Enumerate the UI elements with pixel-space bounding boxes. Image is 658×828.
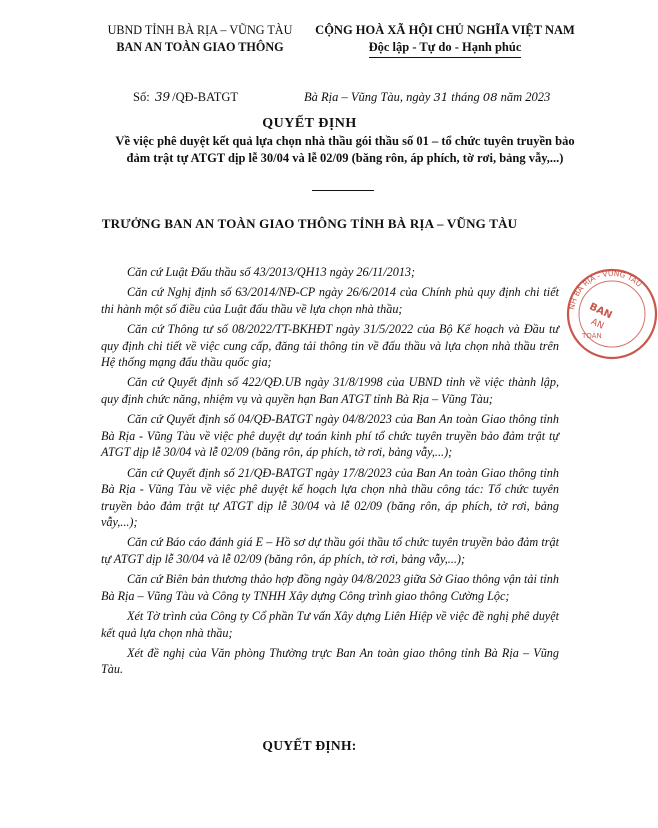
decision-heading: QUYẾT ĐỊNH:: [262, 738, 357, 753]
country-name: CỘNG HOÀ XÃ HỘI CHỦ NGHĨA VIỆT NAM: [315, 23, 575, 37]
document-number: [133, 90, 238, 105]
basis-paragraph: Căn cứ Quyết định số 21/QĐ-BATGT ngày 17/8/2023 của Ban An toàn Giao thông tỉnh Bà Rịa - Vũng Tàu về việc phê duyệt kế hoạch lựa chọn nhà thầu công tác: Tổ chức tuyên truyền bảo đảm trật tự ATGT dịp lễ 30/04 và lễ 02/09 (băng rôn, áp phích, tờ rơi, bảng vẫy,...);: [101, 465, 559, 530]
doc-number-value: 39: [154, 90, 171, 104]
basis-paragraph: Căn cứ Quyết định số 422/QĐ.UB ngày 31/8/1998 của UBND tỉnh về việc thành lập, quy định chức năng, nhiệm vụ và quyền hạn Ban ATGT tỉnh Bà Rịa – Vũng Tàu;: [101, 375, 559, 406]
department-name: BAN AN TOÀN GIAO THÔNG: [116, 40, 284, 54]
basis-paragraph: Xét Tờ trình của Công ty Cổ phần Tư vấn Xây dựng Liên Hiệp về việc đề nghị phê duyệt kết quả lựa chọn nhà thầu;: [101, 609, 559, 640]
basis-paragraph: Căn cứ Biên bản thương thảo hợp đồng ngày 04/8/2023 giữa Sở Giao thông vận tải tỉnh Bà Rịa – Vũng Tàu và Công ty TNHH Xây dựng Công trình giao thông Cường Lộc;: [101, 572, 559, 603]
date-month: 08: [482, 90, 498, 104]
doc-number-suffix: /QĐ-BATGT: [172, 90, 239, 104]
issuing-agency-header: [100, 22, 300, 56]
svg-text:BAN: BAN: [587, 301, 614, 322]
date-day: 31: [433, 90, 449, 104]
svg-text:AN: AN: [589, 317, 606, 332]
issuing-authority: TRƯỞNG BAN AN TOÀN GIAO THÔNG TỈNH BÀ RỊA – VŨNG TÀU: [101, 216, 518, 231]
svg-text:TOÀN: TOÀN: [582, 332, 602, 340]
basis-paragraph: Căn cứ Luật Đấu thầu số 43/2013/QH13 ngày 26/11/2013;: [127, 265, 416, 279]
basis-paragraph: Căn cứ Quyết định số 04/QĐ-BATGT ngày 04/8/2023 của Ban An toàn Giao thông tỉnh Bà Rịa - Vũng Tàu về việc phê duyệt dự toán kinh phí tổ chức tuyên truyền bảo đảm trật tự ATGT dịp lễ 30/04 và lễ 02/09 (băng rôn, áp phích, tờ rơi, bảng vẫy,...);: [101, 412, 559, 460]
legal-basis: [101, 264, 559, 682]
date-year: năm 2023: [500, 90, 551, 104]
official-seal-stamp: [566, 268, 658, 360]
agency-name: UBND TỈNH BÀ RỊA – VŨNG TÀU: [107, 23, 293, 37]
basis-paragraph: Căn cứ Thông tư số 08/2022/TT-BKHĐT ngày 31/5/2022 của Bộ Kế hoạch và Đầu tư quy định chi tiết về việc cung cấp, đăng tải thông tin về đấu thầu và lựa chọn nhà thầu trên Hệ thống mạng đấu thầu quốc gia;: [101, 321, 559, 370]
document-subject: Về việc phê duyệt kết quả lựa chọn nhà thầu gói thầu số 01 – tổ chức tuyên truyền bảo đảm trật tự ATGT dịp lễ 30/04 và lễ 02/09 (băng rôn, áp phích, tờ rơi, bảng vẫy,...): [115, 134, 575, 165]
svg-text:NH BÀ RỊA - VŨNG TÀU: NH BÀ RỊA - VŨNG TÀU: [567, 268, 644, 311]
document-title: QUYẾT ĐỊNH: [262, 116, 357, 131]
doc-number-prefix: Số:: [133, 90, 150, 104]
national-header: [300, 22, 590, 58]
date-place: Bà Rịa – Vũng Tàu, ngày: [304, 90, 431, 104]
subject-divider: [312, 190, 374, 191]
basis-paragraph: Căn cứ Nghị định số 63/2014/NĐ-CP ngày 26/6/2014 của Chính phủ quy định chi tiết thi hành một số điều của Luật đấu thầu về lựa chọn nhà thầu;: [101, 285, 559, 316]
date-line: [304, 90, 550, 105]
basis-paragraph: Xét đề nghị của Văn phòng Thường trực Ban An toàn giao thông tỉnh Bà Rịa – Vũng Tàu.: [101, 645, 559, 677]
basis-paragraph: Căn cứ Báo cáo đánh giá E – Hồ sơ dự thầu gói thầu tổ chức tuyên truyền bảo đảm trật tự ATGT dịp lễ 30/04 và lễ 02/09 (băng rôn, áp phích, tờ rơi, bảng vẫy,...);: [101, 535, 559, 567]
date-month-label: tháng: [451, 90, 480, 104]
national-motto: Độc lập - Tự do - Hạnh phúc: [369, 39, 522, 58]
